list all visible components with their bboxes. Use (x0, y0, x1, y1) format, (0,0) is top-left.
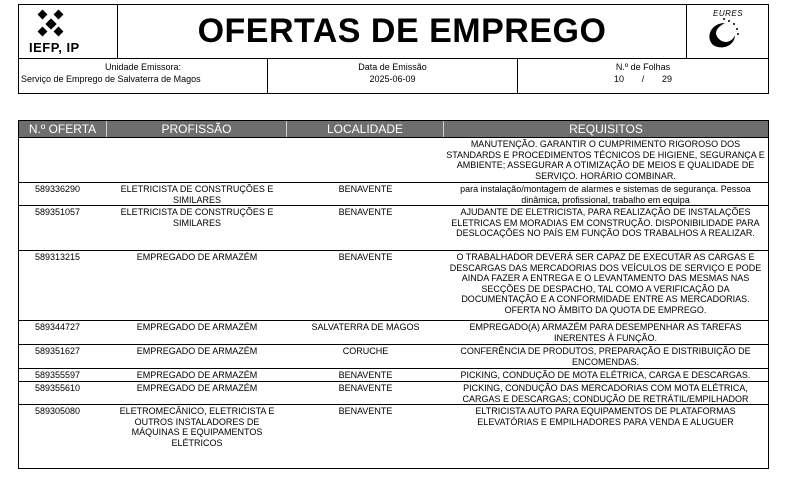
issue-date-label: Data de Emissão (358, 62, 427, 72)
table-row (19, 382, 768, 405)
profession: EMPREGADO DE ARMAZÉM (136, 383, 258, 393)
col-header-requirements: REQUISITOS (569, 122, 643, 136)
logo-label: IEFP, IP (29, 40, 80, 55)
offer-number: 589305080 (35, 406, 81, 416)
locality: BENAVENTE (338, 383, 393, 393)
locality: BENAVENTE (338, 207, 393, 217)
locality: BENAVENTE (338, 184, 393, 194)
table-row (19, 345, 768, 369)
locality: SALVATERRA DE MAGOS (311, 322, 420, 332)
requirements: EMPREGADO(A) ARMAZÉM PARA DESEMPENHAR AS TAREFAS INERENTES À FUNÇÃO. (469, 322, 742, 343)
page-current: 10 (613, 74, 624, 84)
offer-number: 589355610 (35, 383, 81, 393)
page-count-value (518, 73, 768, 85)
issuing-unit (18, 59, 268, 94)
offer-number (19, 138, 107, 182)
table-row (19, 405, 768, 465)
col-header-profession: PROFISSÃO (107, 121, 287, 137)
requirements: O TRABALHADOR DEVERÁ SER CAPAZ DE EXECUTAR AS CARGAS E DESCARGAS DAS MERCADORIAS DOS VEÍCULOS DE SERVIÇO E PODE AINDA FAZER A ENTREGA E O LEVANTAMENTO DAS MESMAS NAS SECÇÕES DE DESPACHO, TAL COMO A VERIFICAÇÃO DA DOCUMENTAÇÃO E A CONFORMIDADE ENTRE AS MERCADORIAS. OFERTA NO ÂMBITO DA QUOTA DE EMPREGO. (449, 252, 762, 315)
iefp-logo (18, 4, 118, 59)
requirements: PICKING, CONDUÇÃO DAS MERCADORIAS COM MOTA ELÉTRICA, CARGAS E DESCARGAS; CONDUÇÃO DE RETRÁTIL/EMPILHADOR (462, 383, 749, 404)
eures-label: EURES (713, 9, 744, 18)
page-total: 29 (661, 74, 672, 84)
requirements: CONFERÊNCIA DE PRODUTOS, PREPARAÇÃO E DISTRIBUIÇÃO DE ENCOMENDAS. (460, 346, 751, 367)
table-row (19, 183, 768, 206)
offer-number: 589344727 (35, 322, 81, 332)
page-title: OFERTAS DE EMPREGO (197, 12, 607, 50)
issuing-unit-label: Unidade Emissora: (104, 62, 182, 72)
issue-date-value: 2025-06-09 (369, 74, 416, 84)
table-header (19, 121, 768, 138)
profession: EMPREGADO DE ARMAZÉM (136, 322, 258, 332)
requirements: PICKING, CONDUÇÃO DE MOTA ELÉTRICA, CARGA E DESCARGAS. (460, 370, 751, 380)
table-row (19, 206, 768, 251)
locality: BENAVENTE (338, 406, 393, 416)
offer-number: 589351057 (35, 207, 81, 217)
iefp-logo-icon (35, 9, 69, 39)
title-box (118, 4, 686, 59)
col-header-offer-number: N.º OFERTA (19, 121, 107, 137)
locality: CORUCHE (342, 346, 389, 356)
locality: BENAVENTE (338, 370, 393, 380)
issuing-unit-value: Serviço de Emprego de Salvaterra de Magos (21, 74, 201, 84)
requirements: ELTRICISTA AUTO PARA EQUIPAMENTOS DE PLATAFORMAS ELEVATÓRIAS E EMPILHADORES PARA VENDA E ALUGUER (475, 406, 736, 427)
profession: ELETROMECÂNICO, ELETRICISTA E OUTROS INSTALADORES DE MÁQUINAS E EQUIPAMENTOS ELÉTRICOS (119, 406, 275, 448)
eures-swirl-icon (703, 15, 743, 55)
offer-number: 589313215 (35, 252, 81, 262)
profession: ELETRICISTA DE CONSTRUÇÕES E SIMILARES (120, 207, 274, 228)
page-separator: / (641, 74, 645, 84)
offer-number: 589336290 (35, 184, 81, 194)
table-row (19, 369, 768, 382)
offer-number: 589351627 (35, 346, 81, 356)
issue-date (268, 59, 518, 94)
table-row (19, 251, 768, 321)
table-row (19, 138, 768, 183)
profession: ELETRICISTA DE CONSTRUÇÕES E SIMILARES (120, 184, 274, 205)
requirements: AJUDANTE DE ELETRICISTA, PARA REALIZAÇÃO DE INSTALAÇÕES ELETRICAS EM MORADIAS EM CONSTRUÇÃO. DISPONIBILIDADE PARA DESLOCAÇÕES NO PAÍS EM FUNÇÃO DOS TRABALHOS A REALIZAR. (451, 207, 760, 238)
page-count-label: N.º de Folhas (615, 62, 671, 72)
profession: EMPREGADO DE ARMAZÉM (136, 346, 258, 356)
requirements: para instalação/montagem de alarmes e sistemas de segurança. Pessoa dinâmica, profissional, trabalho em equipa (460, 184, 751, 205)
job-offers-table (18, 120, 769, 469)
profession: EMPREGADO DE ARMAZÉM (136, 370, 258, 380)
requirements: MANUTENÇÃO. GARANTIR O CUMPRIMENTO RIGOROSO DOS STANDARDS E PROCEDIMENTOS TÉCNICOS DE HIGIENE, SEGURANÇA E AMBIENTE; ASSEGURAR A OTIMIZAÇÃO DE MEIOS E QUALIDADE DE SERVIÇO. HORÁRIO COMBINAR. (446, 139, 765, 181)
eures-logo (686, 4, 769, 59)
col-header-locality: LOCALIDADE (287, 121, 444, 137)
profession: EMPREGADO DE ARMAZÉM (136, 252, 258, 262)
document-header (18, 4, 769, 94)
page-count (518, 59, 769, 94)
locality: BENAVENTE (338, 252, 393, 262)
locality (287, 138, 444, 182)
profession (107, 138, 287, 182)
offer-number: 589355597 (35, 370, 81, 380)
table-row (19, 321, 768, 345)
